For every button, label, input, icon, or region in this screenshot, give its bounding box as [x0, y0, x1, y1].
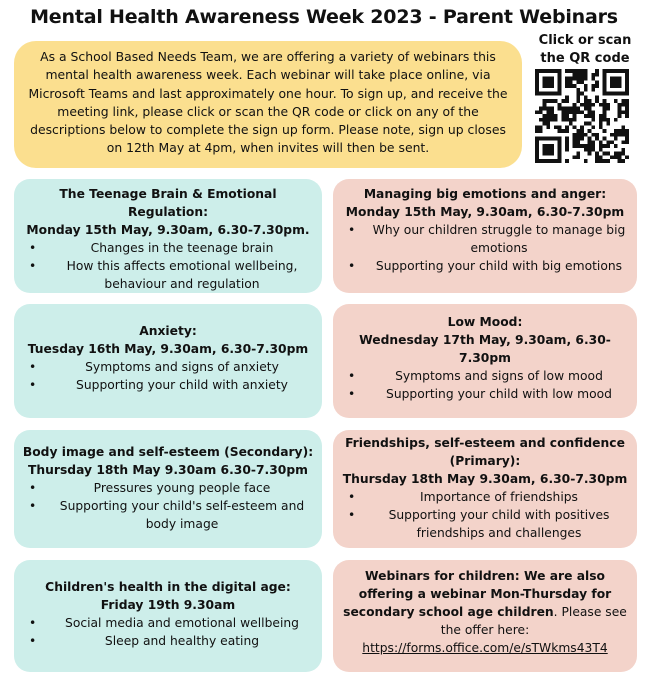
children-offer-text: [341, 567, 629, 639]
list-item: • How this affects emotional wellbeing, behaviour and regulation: [22, 257, 314, 293]
list-item: • Supporting your child's self-esteem and body image: [22, 497, 314, 533]
card-date: Friday 19th 9.30am: [100, 598, 236, 612]
webinar-card-teenage-brain[interactable]: [14, 179, 322, 293]
qr-label: Click or scan the QR code: [538, 33, 632, 66]
card-date: Thursday 18th May 9.30am 6.30-7.30pm: [28, 463, 308, 477]
card-title: Managing big emotions and anger:: [363, 187, 607, 201]
list-item: • Why our children struggle to manage big emotions: [341, 221, 629, 257]
list-item: • Sleep and healthy eating: [22, 632, 314, 650]
webinar-card-big-emotions[interactable]: [333, 179, 637, 293]
list-item: • Symptoms and signs of anxiety: [22, 358, 314, 376]
card-title: Body image and self-esteem (Secondary):: [22, 445, 314, 459]
qr-code-icon[interactable]: [535, 69, 629, 163]
list-item: • Changes in the teenage brain: [22, 239, 314, 257]
list-item: • Supporting your child with anxiety: [22, 376, 314, 394]
list-item: • Pressures young people face: [22, 479, 314, 497]
card-date: Thursday 18th May 9.30am, 6.30-7.30pm: [342, 472, 628, 486]
card-title: Children's health in the digital age:: [45, 580, 291, 594]
card-date: Monday 15th May, 9.30am, 6.30-7.30pm.: [26, 223, 310, 237]
card-title: Friendships, self-esteem and confidence (Primary):: [345, 436, 625, 468]
list-item: • Importance of friendships: [341, 488, 629, 506]
card-title: Low Mood:: [447, 315, 523, 329]
webinar-card-anxiety[interactable]: [14, 304, 322, 418]
list-item: • Social media and emotional wellbeing: [22, 614, 314, 632]
list-item: • Supporting your child with low mood: [341, 385, 629, 403]
page-title: Mental Health Awareness Week 2023 - Parent Webinars: [30, 6, 618, 28]
signup-form-link[interactable]: https://forms.office.com/e/sTWkms43T4: [362, 641, 608, 655]
card-date: Monday 15th May, 9.30am, 6.30-7.30pm: [345, 205, 625, 219]
webinar-card-digital-age[interactable]: [14, 560, 322, 672]
card-title: Anxiety:: [139, 324, 197, 338]
list-item: • Supporting your child with big emotions: [341, 257, 629, 275]
list-item: • Symptoms and signs of low mood: [341, 367, 629, 385]
list-item: • Supporting your child with positives friendships and challenges: [341, 506, 629, 542]
webinar-card-low-mood[interactable]: [333, 304, 637, 418]
children-offer-heading: Webinars for children: We are also offering a webinar Mon-Thursday for secondary school age children: [343, 569, 612, 619]
card-date: Wednesday 17th May, 9.30am, 6.30-7.30pm: [359, 333, 611, 365]
children-offer-body: . Please see the offer here:: [440, 605, 627, 637]
intro-panel[interactable]: [14, 41, 522, 168]
webinar-card-body-image[interactable]: [14, 430, 322, 548]
children-webinar-card[interactable]: [333, 560, 637, 672]
card-title: The Teenage Brain & Emotional Regulation:: [59, 187, 277, 219]
webinar-card-friendships[interactable]: [333, 430, 637, 548]
intro-text: As a School Based Needs Team, we are offering a variety of webinars this mental health awareness week. Each webinar will take place online, via Microsoft Teams and last approximately one hour. To sign up, and receive the meeting link, please click or scan the QR code or click on any of the descriptions below to complete the sign up form. Please note, sign up closes on 12th May at 4pm, when invites will then be sent.: [28, 49, 508, 156]
card-date: Tuesday 16th May, 9.30am, 6.30-7.30pm: [27, 342, 309, 356]
